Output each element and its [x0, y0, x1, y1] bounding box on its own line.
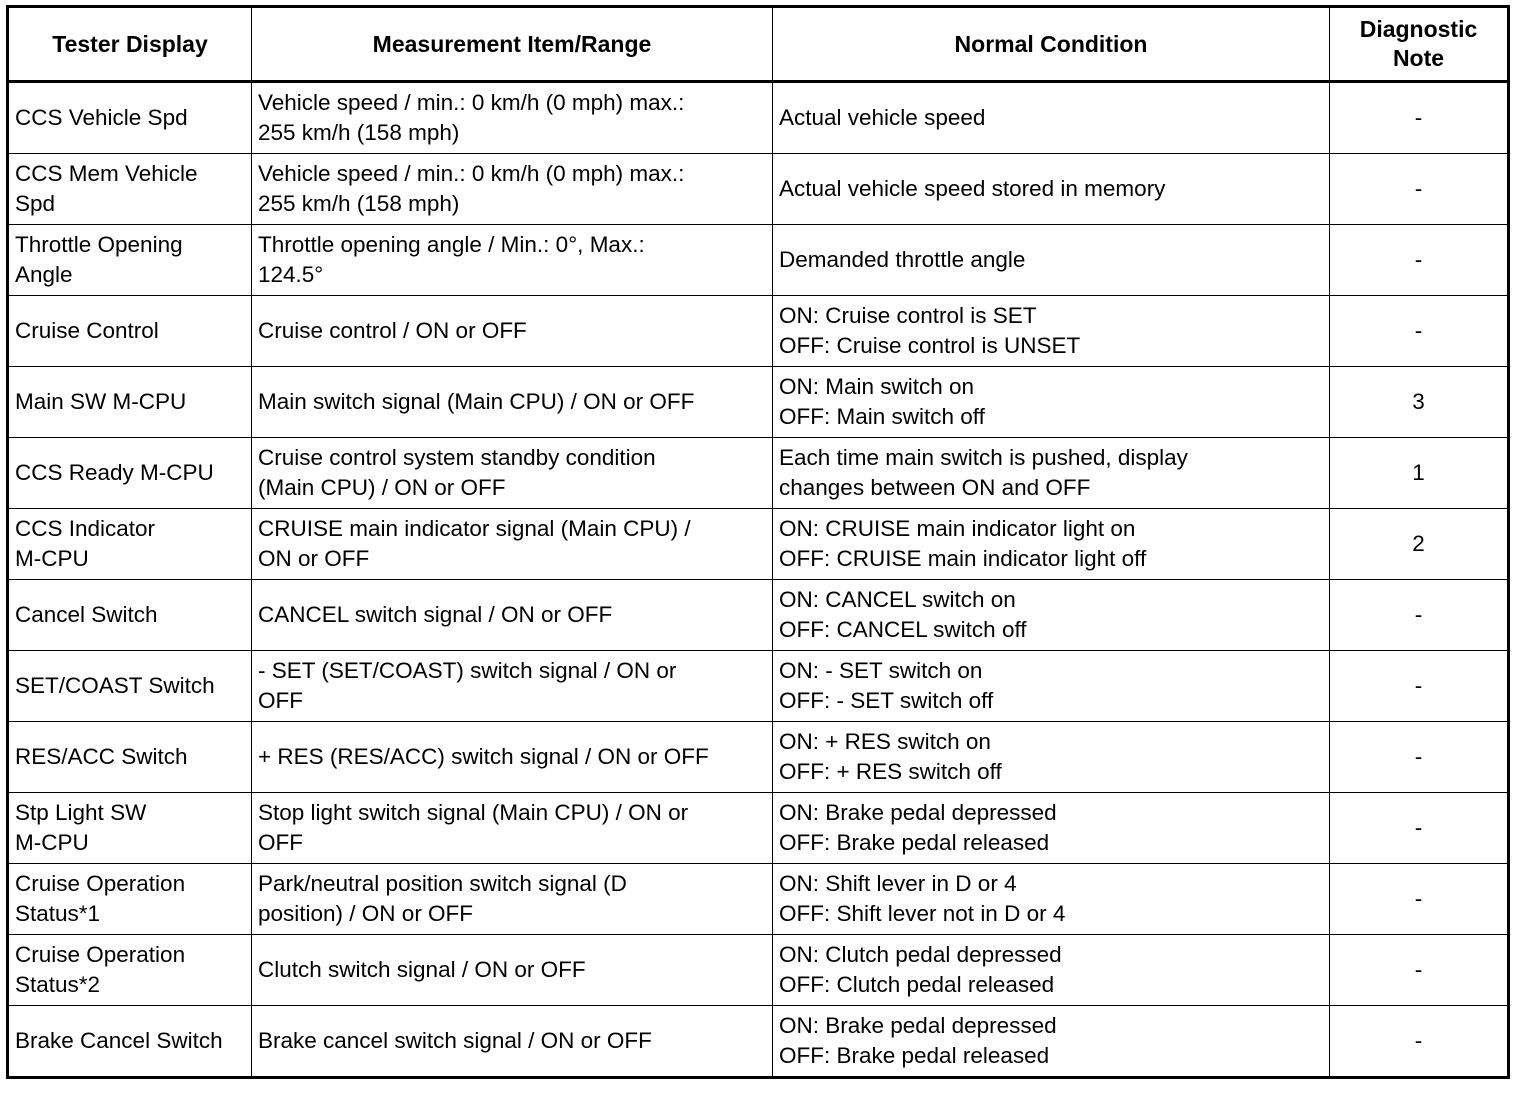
measurement-cell [252, 296, 773, 367]
measurement-cell [252, 509, 773, 580]
measurement-cell [252, 82, 773, 154]
normal-condition-cell-line: ON: Main switch on [779, 374, 975, 399]
normal-condition-cell-line: OFF: Brake pedal released [779, 1043, 1050, 1068]
measurement-cell [252, 154, 773, 225]
tester-display-cell [8, 509, 252, 580]
tester-display-cell [8, 296, 252, 367]
tester-display-cell [8, 367, 252, 438]
header-diagnostic-note [1330, 7, 1509, 82]
tester-display-cell [8, 722, 252, 793]
normal-condition-cell-line: OFF: CRUISE main indicator light off [779, 546, 1147, 571]
tester-display-cell [8, 935, 252, 1006]
measurement-cell-line: CRUISE main indicator signal (Main CPU) / [258, 516, 691, 541]
normal-condition-cell [773, 225, 1330, 296]
normal-condition-cell [773, 935, 1330, 1006]
tester-display-cell-line: Stp Light SW [15, 800, 147, 825]
measurement-cell-line: - SET (SET/COAST) switch signal / ON or [258, 658, 677, 683]
diagnostic-note-cell: - [1330, 296, 1509, 367]
normal-condition-cell-line: OFF: Shift lever not in D or 4 [779, 901, 1066, 926]
normal-condition-cell [773, 154, 1330, 225]
table-row [8, 154, 1509, 225]
measurement-cell-line: Clutch switch signal / ON or OFF [258, 957, 586, 982]
measurement-cell [252, 793, 773, 864]
measurement-cell-line: Vehicle speed / min.: 0 km/h (0 mph) max.: [258, 161, 685, 186]
diagnostic-note-cell: - [1330, 793, 1509, 864]
tester-display-cell [8, 793, 252, 864]
normal-condition-cell-line: ON: - SET switch on [779, 658, 983, 683]
header-diagnostic-note-line: Note [1392, 45, 1445, 71]
normal-condition-cell-line: ON: Brake pedal depressed [779, 800, 1057, 825]
tester-display-cell-line: RES/ACC Switch [15, 744, 188, 769]
measurement-cell-line: CANCEL switch signal / ON or OFF [258, 602, 613, 627]
tester-display-cell-line: Cruise Operation [15, 942, 186, 967]
diagnostic-note-cell: - [1330, 935, 1509, 1006]
measurement-cell-line: 124.5° [258, 262, 324, 287]
measurement-cell [252, 438, 773, 509]
table-row [8, 367, 1509, 438]
measurement-cell-line: Main switch signal (Main CPU) / ON or OFF [258, 389, 695, 414]
measurement-cell-line: 255 km/h (158 mph) [258, 120, 460, 145]
tester-display-cell [8, 438, 252, 509]
normal-condition-cell-line: Demanded throttle angle [779, 247, 1026, 272]
tester-display-cell-line: CCS Mem Vehicle [15, 161, 198, 186]
normal-condition-cell-line: OFF: + RES switch off [779, 759, 1002, 784]
measurement-cell-line: 255 km/h (158 mph) [258, 191, 460, 216]
table-row [8, 935, 1509, 1006]
measurement-cell [252, 651, 773, 722]
measurement-cell-line: Vehicle speed / min.: 0 km/h (0 mph) max.: [258, 90, 685, 115]
tester-display-cell-line: Cruise Control [15, 318, 159, 343]
measurement-cell [252, 580, 773, 651]
tester-display-cell-line: CCS Indicator [15, 516, 156, 541]
table-row [8, 722, 1509, 793]
measurement-cell [252, 722, 773, 793]
tester-display-cell [8, 154, 252, 225]
normal-condition-cell [773, 580, 1330, 651]
measurement-cell [252, 225, 773, 296]
normal-condition-cell-line: Each time main switch is pushed, display [779, 445, 1188, 470]
normal-condition-cell [773, 438, 1330, 509]
diagnostic-note-cell: - [1330, 864, 1509, 935]
diagnostic-note-cell: 2 [1330, 509, 1509, 580]
measurement-cell-line: Throttle opening angle / Min.: 0°, Max.: [258, 232, 645, 257]
normal-condition-cell-line: Actual vehicle speed [779, 105, 986, 130]
table-body [8, 82, 1509, 1078]
header-normal-condition: Normal Condition [773, 7, 1330, 82]
table-row [8, 1006, 1509, 1078]
tester-display-cell-line: Status*1 [15, 901, 101, 926]
table-row [8, 296, 1509, 367]
measurement-cell-line: + RES (RES/ACC) switch signal / ON or OFF [258, 744, 709, 769]
tester-display-cell [8, 1006, 252, 1078]
measurement-cell-line: Cruise control / ON or OFF [258, 318, 527, 343]
tester-display-cell-line: Spd [15, 191, 56, 216]
diagnostic-note-cell: - [1330, 82, 1509, 154]
measurement-cell [252, 367, 773, 438]
normal-condition-cell-line: OFF: Main switch off [779, 404, 985, 429]
normal-condition-cell [773, 864, 1330, 935]
diagnostic-note-cell: - [1330, 225, 1509, 296]
tester-display-cell-line: M-CPU [15, 546, 89, 571]
measurement-cell [252, 935, 773, 1006]
tester-display-cell-line: Cruise Operation [15, 871, 186, 896]
diagnostic-note-cell: 1 [1330, 438, 1509, 509]
measurement-cell-line: position) / ON or OFF [258, 901, 474, 926]
tester-display-cell-line: Brake Cancel Switch [15, 1028, 223, 1053]
tester-display-cell-line: Status*2 [15, 972, 101, 997]
tester-display-cell-line: Angle [15, 262, 73, 287]
table-row [8, 864, 1509, 935]
table-row [8, 651, 1509, 722]
measurement-cell [252, 1006, 773, 1078]
measurement-cell-line: ON or OFF [258, 546, 370, 571]
table-row [8, 793, 1509, 864]
normal-condition-cell [773, 651, 1330, 722]
tester-display-cell-line: Throttle Opening [15, 232, 183, 257]
normal-condition-cell-line: ON: Cruise control is SET [779, 303, 1037, 328]
normal-condition-cell-line: OFF: CANCEL switch off [779, 617, 1027, 642]
tester-display-cell-line: CCS Vehicle Spd [15, 105, 188, 130]
normal-condition-cell-line: ON: Shift lever in D or 4 [779, 871, 1017, 896]
normal-condition-cell-line: OFF: Cruise control is UNSET [779, 333, 1081, 358]
normal-condition-cell [773, 367, 1330, 438]
diagnostic-note-cell: 3 [1330, 367, 1509, 438]
normal-condition-cell-line: ON: CANCEL switch on [779, 587, 1016, 612]
diagnostic-note-cell: - [1330, 651, 1509, 722]
normal-condition-cell-line: OFF: Brake pedal released [779, 830, 1050, 855]
diagnostic-note-cell: - [1330, 1006, 1509, 1078]
measurement-cell [252, 864, 773, 935]
diagnostic-note-cell: - [1330, 580, 1509, 651]
measurement-cell-line: OFF [258, 688, 303, 713]
normal-condition-cell-line: OFF: - SET switch off [779, 688, 994, 713]
tester-display-cell-line: SET/COAST Switch [15, 673, 215, 698]
normal-condition-cell-line: ON: Brake pedal depressed [779, 1013, 1057, 1038]
measurement-cell-line: OFF [258, 830, 303, 855]
normal-condition-cell [773, 722, 1330, 793]
normal-condition-cell-line: ON: + RES switch on [779, 729, 991, 754]
normal-condition-cell-line: ON: Clutch pedal depressed [779, 942, 1062, 967]
tester-display-cell-line: Cancel Switch [15, 602, 158, 627]
tester-display-cell-line: CCS Ready M-CPU [15, 460, 214, 485]
table-header [8, 7, 1509, 82]
tester-display-cell-line: Main SW M-CPU [15, 389, 187, 414]
header-tester-display: Tester Display [8, 7, 252, 82]
measurement-cell-line: Stop light switch signal (Main CPU) / ON or [258, 800, 689, 825]
tester-display-cell [8, 82, 252, 154]
normal-condition-cell [773, 1006, 1330, 1078]
table-row [8, 225, 1509, 296]
normal-condition-cell [773, 296, 1330, 367]
measurement-cell-line: Cruise control system standby condition [258, 445, 656, 470]
tester-display-cell [8, 580, 252, 651]
table-row [8, 509, 1509, 580]
diagnostic-note-cell: - [1330, 722, 1509, 793]
normal-condition-cell [773, 82, 1330, 154]
tester-display-cell [8, 864, 252, 935]
normal-condition-cell-line: changes between ON and OFF [779, 475, 1091, 500]
measurement-cell-line: (Main CPU) / ON or OFF [258, 475, 506, 500]
measurement-cell-line: Brake cancel switch signal / ON or OFF [258, 1028, 652, 1053]
normal-condition-cell-line: OFF: Clutch pedal released [779, 972, 1055, 997]
data-list-table [6, 5, 1510, 1079]
normal-condition-cell [773, 509, 1330, 580]
tester-display-cell-line: M-CPU [15, 830, 89, 855]
normal-condition-cell [773, 793, 1330, 864]
header-row [8, 7, 1509, 82]
normal-condition-cell-line: Actual vehicle speed stored in memory [779, 176, 1166, 201]
table-row [8, 580, 1509, 651]
measurement-cell-line: Park/neutral position switch signal (D [258, 871, 627, 896]
tester-display-cell [8, 225, 252, 296]
tester-display-cell [8, 651, 252, 722]
table-row [8, 438, 1509, 509]
header-measurement-item: Measurement Item/Range [252, 7, 773, 82]
header-diagnostic-note-line: Diagnostic [1359, 16, 1478, 42]
normal-condition-cell-line: ON: CRUISE main indicator light on [779, 516, 1136, 541]
table-row [8, 82, 1509, 154]
diagnostic-note-cell: - [1330, 154, 1509, 225]
